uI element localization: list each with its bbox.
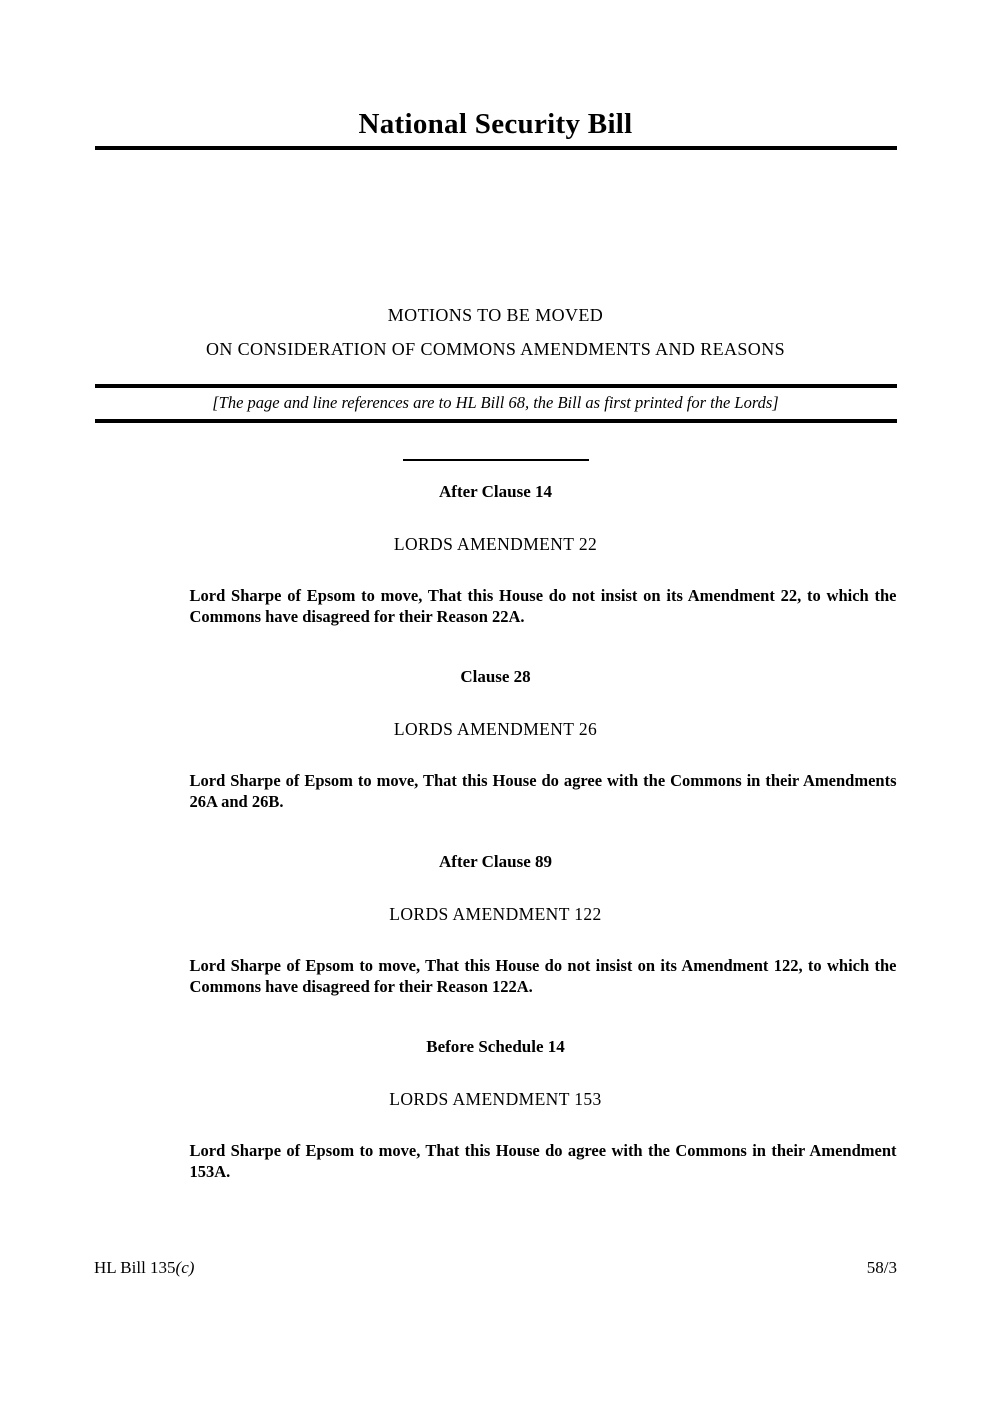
clause-heading: Clause 28 bbox=[460, 667, 531, 686]
motion-text: Lord Sharpe of Epsom to move, That this House do agree with the Commons in their Amendments 26A and 26B. bbox=[189, 771, 897, 811]
clause-heading: After Clause 14 bbox=[439, 482, 552, 501]
page-footer bbox=[94, 1258, 897, 1278]
bill-title: National Security Bill bbox=[358, 108, 633, 140]
amendment-heading: LORDS AMENDMENT 122 bbox=[389, 904, 602, 924]
motion-text: Lord Sharpe of Epsom to move, That this House do not insist on its Amendment 22, to which the Commons have disagreed for their Reason 22A. bbox=[189, 586, 897, 626]
bill-number bbox=[94, 1258, 194, 1278]
motions-heading-line2: ON CONSIDERATION OF COMMONS AMENDMENTS AND REASONS bbox=[205, 339, 786, 359]
motion-section bbox=[95, 853, 897, 997]
motion-section bbox=[95, 668, 897, 812]
title-double-rule bbox=[95, 146, 897, 150]
motion-section bbox=[95, 483, 897, 627]
amendment-heading: LORDS AMENDMENT 153 bbox=[389, 1089, 602, 1109]
motion-section bbox=[95, 1038, 897, 1182]
amendment-heading: LORDS AMENDMENT 26 bbox=[393, 719, 598, 739]
section-divider-rule bbox=[403, 459, 589, 461]
clause-heading: Before Schedule 14 bbox=[426, 1037, 565, 1056]
session-number: 58/3 bbox=[866, 1258, 897, 1277]
document-content bbox=[95, 108, 897, 1182]
bill-number-suffix: (c) bbox=[175, 1258, 195, 1277]
reference-bottom-rule bbox=[95, 419, 897, 423]
motion-text: Lord Sharpe of Epsom to move, That this House do not insist on its Amendment 122, to which the Commons have disagreed for their Reason 122A. bbox=[189, 956, 897, 996]
bill-number-prefix: HL Bill 135 bbox=[94, 1258, 176, 1277]
reference-note: [The page and line references are to HL Bill 68, the Bill as first printed for the Lords] bbox=[212, 393, 779, 412]
motions-heading-line1: MOTIONS TO BE MOVED bbox=[387, 305, 604, 325]
reference-note-box bbox=[95, 384, 897, 423]
amendment-heading: LORDS AMENDMENT 22 bbox=[393, 534, 598, 554]
clause-heading: After Clause 89 bbox=[439, 852, 552, 871]
motion-text: Lord Sharpe of Epsom to move, That this House do agree with the Commons in their Amendment 153A. bbox=[189, 1141, 897, 1181]
